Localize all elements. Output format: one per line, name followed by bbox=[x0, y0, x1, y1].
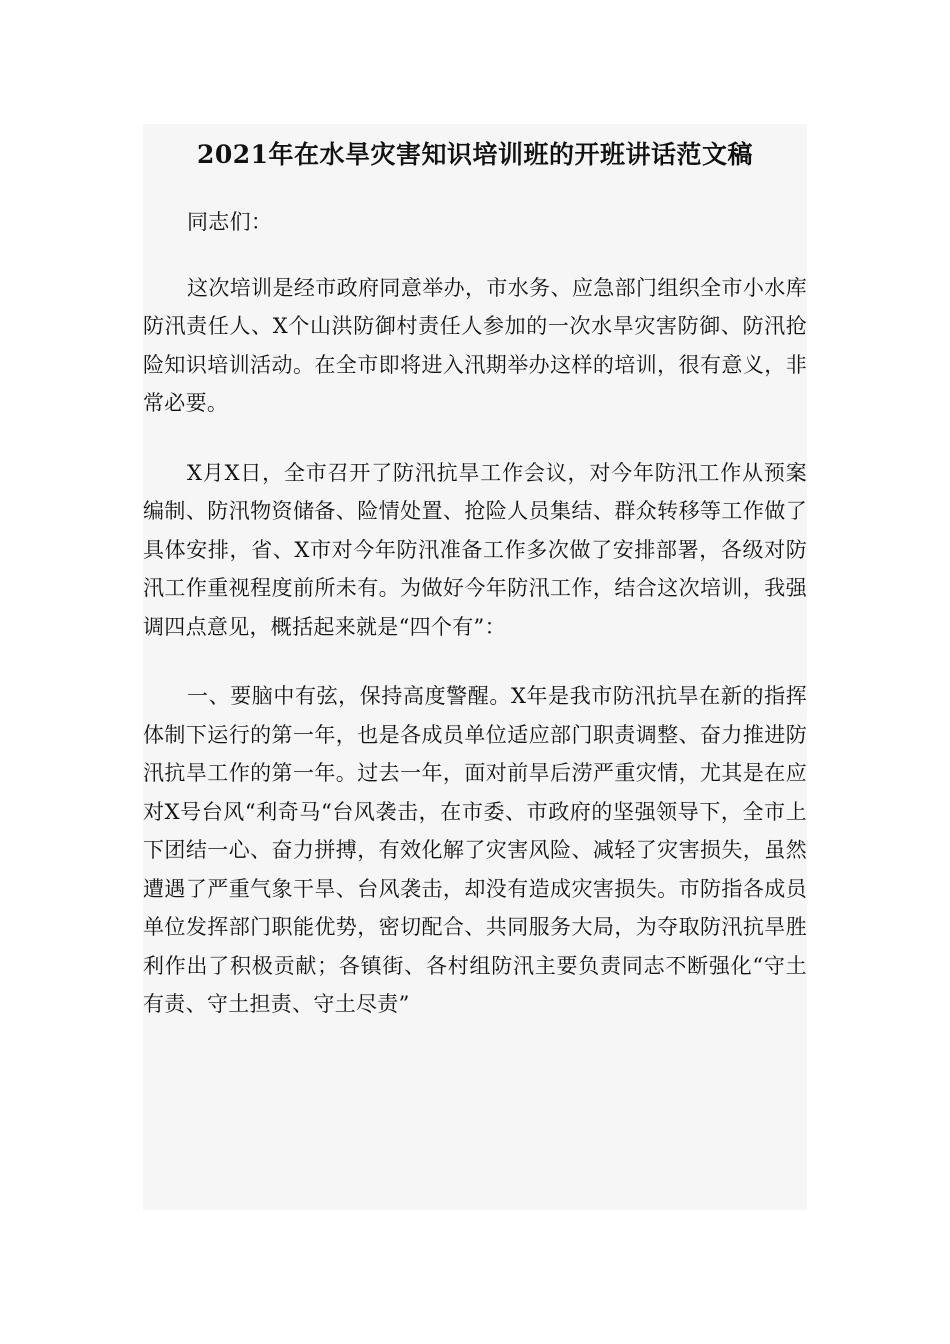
document-title: 2021年在水旱灾害知识培训班的开班讲话范文稿 bbox=[196, 140, 754, 169]
salutation: 同志们： bbox=[187, 210, 273, 234]
paragraph-3: 一、要脑中有弦，保持高度警醒。X年是我市防汛抗旱在新的指挥体制下运行的第一年，也是各成员单位适应部门职责调整、奋力推进防汛抗旱工作的第一年。过去一年，面对前旱后涝严重灾情，尤其是在应对X号台风“利奇马“台风袭击，在市委、市政府的坚强领导下，全市上下团结一心、奋力拼搏，有效化解了灾害风险、减轻了灾害损失，虽然遭遇了严重气象干旱、台风袭击，却没有造成灾害损失。市防指各成员单位发挥部门职能优势，密切配合、共同服务大局，为夺取防汛抗旱胜利作出了积极贡献；各镇街、各村组防汛主要负责同志不断强化“守土有责、守土担责、守土尽责” bbox=[143, 684, 807, 1016]
paragraph-2: X月X日，全市召开了防汛抗旱工作会议，对今年防汛工作从预案编制、防汛物资储备、险情处置、抢险人员集结、群众转移等工作做了具体安排，省、X市对今年防汛准备工作多次做了安排部署，各级对防汛工作重视程度前所未有。为做好今年防汛工作，结合这次培训，我强调四点意见，概括起来就是“四个有”： bbox=[143, 460, 807, 639]
paragraph-1: 这次培训是经市政府同意举办，市水务、应急部门组织全市小水库防汛责任人、X个山洪防御村责任人参加的一次水旱灾害防御、防汛抢险知识培训活动。在全市即将进入汛期举办这样的培训，很有意义，非常必要。 bbox=[143, 275, 807, 415]
document-page bbox=[143, 124, 807, 1210]
